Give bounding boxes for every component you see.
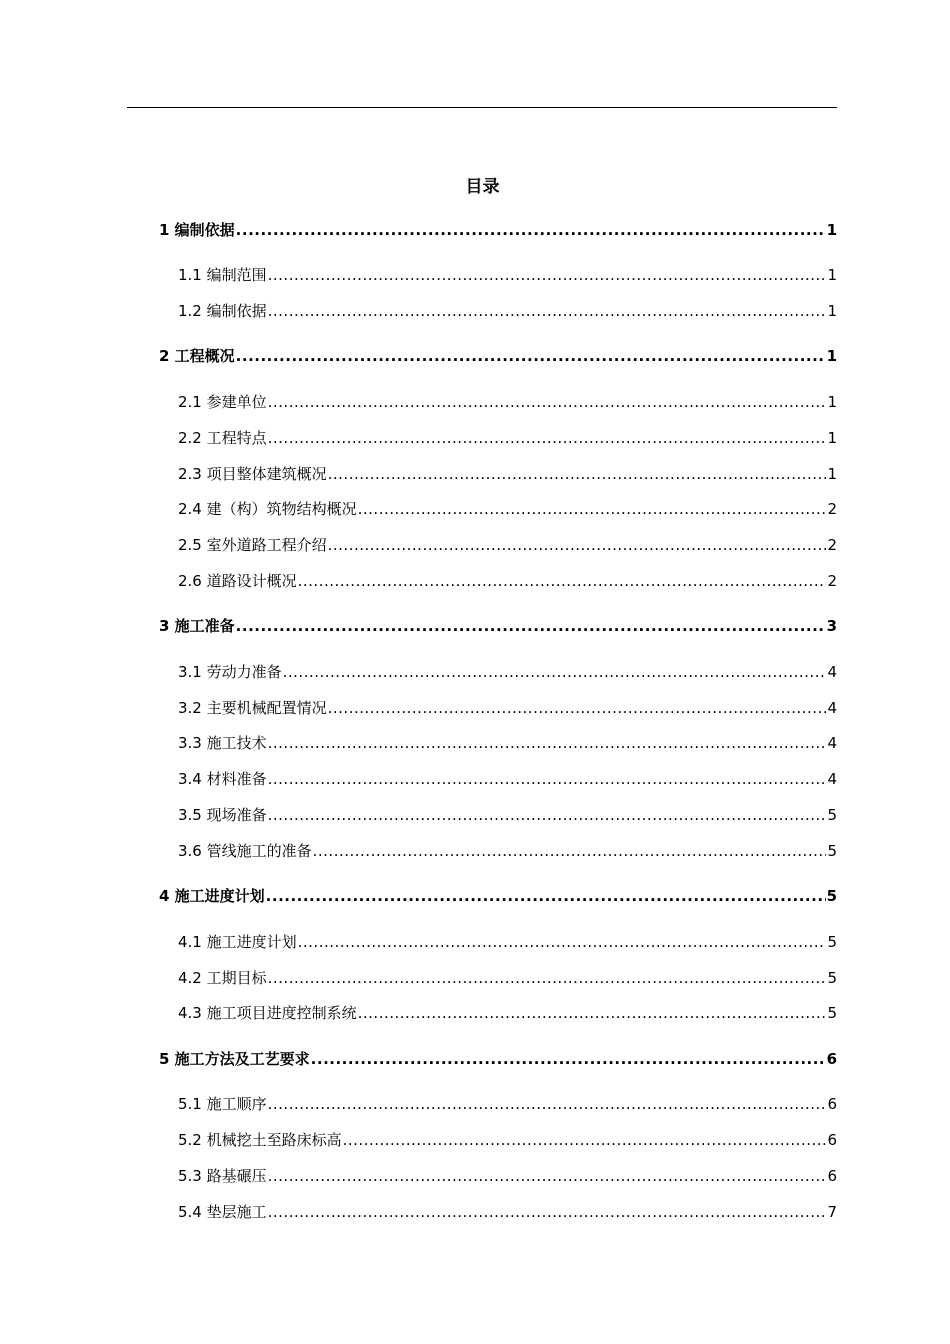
toc-entry-page-number: 5 (827, 842, 837, 860)
toc-section-entry[interactable] (178, 300, 837, 322)
toc-chapter-entry[interactable] (159, 345, 837, 367)
toc-section-entry[interactable] (178, 570, 837, 592)
toc-entry-page-number: 1 (827, 302, 837, 320)
toc-dot-leader (268, 264, 827, 286)
toc-entry-label: 4.3 施工项目进度控制系统 (178, 1004, 357, 1022)
toc-dot-leader (328, 463, 827, 485)
toc-entry-page-number: 1 (826, 347, 837, 365)
toc-entry-label: 4 施工进度计划 (159, 887, 265, 905)
toc-entry-page-number: 6 (827, 1131, 837, 1149)
toc-entry-label: 2 工程概况 (159, 347, 235, 365)
toc-dot-leader (358, 498, 827, 520)
toc-entry-label: 3.5 现场准备 (178, 806, 267, 824)
toc-entry-label: 5.1 施工顺序 (178, 1095, 267, 1113)
header-rule (127, 107, 837, 108)
toc-dot-leader (268, 1093, 827, 1115)
toc-entry-page-number: 1 (826, 221, 837, 239)
toc-dot-leader (313, 840, 827, 862)
toc-section-entry[interactable] (178, 661, 837, 683)
toc-entry-page-number: 2 (827, 572, 837, 590)
toc-entry-label: 1.2 编制依据 (178, 302, 267, 320)
toc-section-entry[interactable] (178, 1129, 837, 1151)
toc-dot-leader (283, 661, 827, 683)
toc-entry-page-number: 2 (827, 500, 837, 518)
toc-chapter-entry[interactable] (159, 219, 837, 241)
toc-section-entry[interactable] (178, 391, 837, 413)
toc-section-entry[interactable] (178, 732, 837, 754)
toc-entry-page-number: 4 (827, 699, 837, 717)
toc-dot-leader (343, 1129, 827, 1151)
toc-entry-page-number: 2 (827, 536, 837, 554)
toc-entry-page-number: 1 (827, 393, 837, 411)
toc-section-entry[interactable] (178, 931, 837, 953)
toc-section-entry[interactable] (178, 427, 837, 449)
toc-section-entry[interactable] (178, 463, 837, 485)
toc-entry-label: 3.4 材料准备 (178, 770, 267, 788)
toc-entry-page-number: 4 (827, 663, 837, 681)
toc-entry-page-number: 5 (827, 806, 837, 824)
toc-entry-label: 5.2 机械挖土至路床标高 (178, 1131, 342, 1149)
toc-dot-leader (298, 570, 827, 592)
toc-entry-page-number: 3 (826, 617, 837, 635)
toc-dot-leader (268, 967, 827, 989)
toc-dot-leader (328, 697, 827, 719)
toc-section-entry[interactable] (178, 697, 837, 719)
toc-entry-page-number: 5 (827, 969, 837, 987)
toc-entry-page-number: 1 (827, 266, 837, 284)
toc-section-entry[interactable] (178, 1002, 837, 1024)
toc-entry-label: 4.1 施工进度计划 (178, 933, 297, 951)
toc-entry-label: 2.2 工程特点 (178, 429, 267, 447)
toc-dot-leader (268, 804, 827, 826)
toc-section-entry[interactable] (178, 498, 837, 520)
toc-entry-page-number: 7 (827, 1203, 837, 1221)
toc-dot-leader (268, 1201, 827, 1223)
toc-dot-leader (236, 345, 826, 367)
toc-section-entry[interactable] (178, 1165, 837, 1187)
toc-entry-page-number: 1 (827, 429, 837, 447)
toc-section-entry[interactable] (178, 967, 837, 989)
toc-entry-page-number: 5 (827, 933, 837, 951)
toc-entry-label: 1.1 编制范围 (178, 266, 267, 284)
toc-dot-leader (236, 219, 826, 241)
toc-entry-label: 3 施工准备 (159, 617, 235, 635)
toc-entry-label: 3.6 管线施工的准备 (178, 842, 312, 860)
toc-section-entry[interactable] (178, 1201, 837, 1223)
toc-section-entry[interactable] (178, 804, 837, 826)
toc-entry-page-number: 5 (826, 887, 837, 905)
toc-section-entry[interactable] (178, 768, 837, 790)
toc-chapter-entry[interactable] (159, 1048, 837, 1070)
toc-entry-label: 2.4 建（构）筑物结构概况 (178, 500, 357, 518)
toc-entry-label: 3.3 施工技术 (178, 734, 267, 752)
toc-entry-page-number: 6 (827, 1167, 837, 1185)
toc-entry-label: 4.2 工期目标 (178, 969, 267, 987)
toc-chapter-entry[interactable] (159, 615, 837, 637)
toc-dot-leader (266, 885, 826, 907)
toc-entry-label: 5.4 垫层施工 (178, 1203, 267, 1221)
toc-dot-leader (268, 427, 827, 449)
toc-dot-leader (268, 768, 827, 790)
toc-entry-page-number: 1 (827, 465, 837, 483)
toc-dot-leader (268, 732, 827, 754)
toc-dot-leader (358, 1002, 827, 1024)
toc-section-entry[interactable] (178, 534, 837, 556)
toc-entry-label: 2.5 室外道路工程介绍 (178, 536, 327, 554)
toc-dot-leader (268, 300, 827, 322)
toc-entry-page-number: 4 (827, 770, 837, 788)
toc-entry-label: 3.2 主要机械配置情况 (178, 699, 327, 717)
toc-entry-label: 2.3 项目整体建筑概况 (178, 465, 327, 483)
toc-entry-page-number: 5 (827, 1004, 837, 1022)
toc-section-entry[interactable] (178, 264, 837, 286)
toc-dot-leader (311, 1048, 826, 1070)
toc-dot-leader (236, 615, 826, 637)
toc-entry-label: 5.3 路基碾压 (178, 1167, 267, 1185)
toc-section-entry[interactable] (178, 1093, 837, 1115)
toc-entry-page-number: 4 (827, 734, 837, 752)
toc-section-entry[interactable] (178, 840, 837, 862)
toc-entry-page-number: 6 (826, 1050, 837, 1068)
toc-entry-label: 2.6 道路设计概况 (178, 572, 297, 590)
toc-entry-label: 1 编制依据 (159, 221, 235, 239)
toc-title: 目录 (465, 177, 500, 197)
toc-entry-label: 3.1 劳动力准备 (178, 663, 282, 681)
toc-dot-leader (328, 534, 827, 556)
toc-entry-label: 2.1 参建单位 (178, 393, 267, 411)
toc-dot-leader (298, 931, 827, 953)
toc-dot-leader (268, 1165, 827, 1187)
toc-entry-label: 5 施工方法及工艺要求 (159, 1050, 310, 1068)
toc-entry-page-number: 6 (827, 1095, 837, 1113)
toc-chapter-entry[interactable] (159, 885, 837, 907)
toc-dot-leader (268, 391, 827, 413)
